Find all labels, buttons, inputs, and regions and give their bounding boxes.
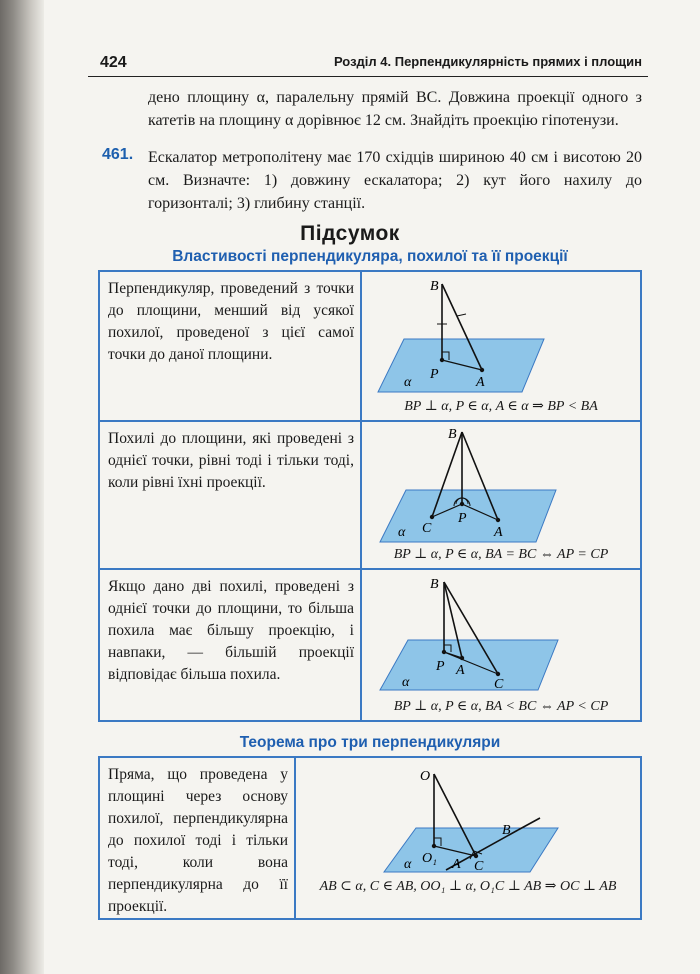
page-number: 424 [100,54,127,71]
row-2-formula: BP ⊥ α, P ∈ α, BA = BC ⇔ AP = CP [393,547,609,562]
label-alpha: α [398,525,406,540]
table-row [99,757,641,919]
summary-title: Підсумок [300,222,400,245]
figure-perpendicular-vs-oblique [362,272,640,414]
label-B: B [430,279,439,294]
book-spine-shadow [0,0,44,974]
label-alpha: α [404,375,412,390]
label-alpha: α [402,675,410,690]
section-properties-title: Властивості перпендикуляра, похилої та її проекції [172,248,568,265]
label-alpha: α [404,857,412,872]
label-O1: O₁ [422,851,437,866]
figure-equal-obliques [362,422,640,562]
label-A: A [476,375,485,390]
label-B: B [430,577,439,592]
table-row [99,421,641,569]
label-A: A [494,525,503,540]
table-row [99,271,641,421]
row-3-text: Якщо дано дві похилі, проведені з однієї точки до площини, то більша похила має більшу проекцію, і навпаки, — більшій проекції відповідає більша похила. [108,578,354,683]
label-P: P [430,367,439,382]
properties-table [98,270,642,722]
label-B: B [502,823,511,838]
label-P: P [436,659,445,674]
row-1-text: Перпендикуляр, проведений з точки до площини, менший від усякої похилої, проведеної з цієї самої точки до даної площини. [108,280,354,363]
label-C: C [494,677,504,692]
label-P: P [458,511,467,526]
label-B: B [448,427,457,442]
problem-continuation-text: дено площину α, паралельну прямій BC. Довжина проекції одного з катетів на площину α дорівнює 12 см. Знайдіть проекцію гіпотенузи. [148,89,642,129]
theorem-text: Пряма, що проведена у площині через основу похилої, перпендикулярна до похилої тоді і тільки тоді, коли вона перпендикулярна до її проекції. [108,766,288,915]
row-1-formula: BP ⊥ α, P ∈ α, A ∈ α ⇒ BP < BA [404,399,598,414]
page-header [88,48,648,77]
label-C: C [474,859,484,874]
chapter-title: Розділ 4. Перпендикулярність прямих і площин [333,54,642,69]
theorem-table [98,756,642,920]
table-row [99,569,641,721]
row-3-formula: BP ⊥ α, P ∈ α, BA < BC ⇔ AP < CP [393,699,609,714]
problem-461-number: 461. [102,146,134,163]
label-A: A [456,663,465,678]
figure-unequal-obliques [362,570,640,714]
label-A: A [452,857,461,872]
section-theorem-title: Теорема про три перпендикуляри [239,734,501,751]
label-O: O [420,769,431,784]
theorem-formula: AB ⊂ α, C ∈ AB, OO₁ ⊥ α, O₁C ⊥ AB ⇒ OC ⊥ AB [319,879,617,894]
row-2-text: Похилі до площини, які проведені з однієї точки, рівні тоді і тільки тоді, коли рівні їхні проекції. [108,430,354,491]
problem-461-text: Ескалатор метрополітену має 170 східців шириною 40 см і висотою 20 см. Визначте: 1) довжину ескалатора; 2) кут його нахилу до горизонталі; 3) глибину станції. [148,149,642,212]
figure-three-perpendiculars [296,758,640,894]
label-C: C [422,521,432,536]
